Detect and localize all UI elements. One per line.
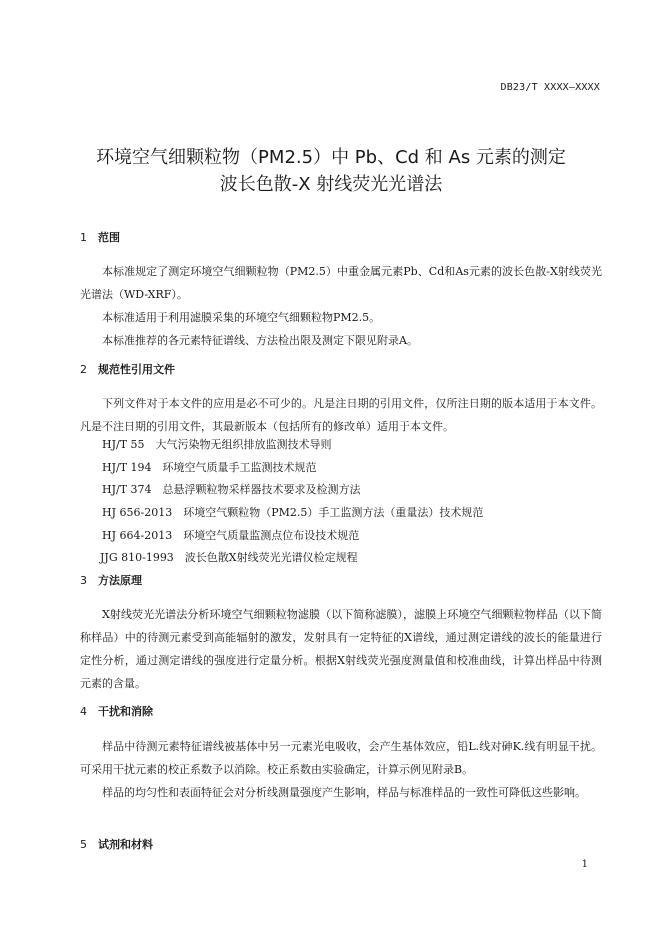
paragraph: 样品中待测元素特征谱线被基体中另一元素光电吸收，会产生基体效应，铅L.线对砷K.线有明显干扰。可采用干扰元素的校正系数予以消除。校正系数由实验确定，计算示例见附录B。 <box>80 740 602 776</box>
reference-item: HJ 664-2013 环境空气质量监测点位布设技术规范 <box>102 529 360 542</box>
section-heading-method-principle <box>80 572 142 588</box>
document-title-line-1: 环境空气细颗粒物（PM2.5）中 Pb、Cd 和 As 元素的测定 <box>96 147 566 168</box>
reference-item: HJ/T 374 总悬浮颗粒物采样器技术要求及检测方法 <box>102 483 361 496</box>
section-number: 4 <box>80 705 87 718</box>
paragraph: 本标准适用于利用滤膜采集的环境空气细颗粒物PM2.5。 <box>102 311 381 324</box>
document-title-line-2: 波长色散-X 射线荧光光谱法 <box>219 174 443 195</box>
paragraph: 本标准推荐的各元素特征谱线、方法检出限及测定下限见附录A。 <box>102 334 418 347</box>
section-title: 范围 <box>98 231 120 244</box>
reference-item: JJG 810-1993 波长色散X射线荧光光谱仪检定规程 <box>100 551 358 564</box>
section-number: 1 <box>80 231 87 244</box>
paragraph: 样品的均匀性和表面特征会对分析线测量强度产生影响，样品与标准样品的一致性可降低这些影响。 <box>102 786 586 799</box>
section-title: 干扰和消除 <box>98 705 153 718</box>
section-heading-normative-references <box>80 361 175 377</box>
standard-code: DB23/T XXXX—XXXX <box>500 82 600 93</box>
paragraph: 本标准规定了测定环境空气细颗粒物（PM2.5）中重金属元素Pb、Cd和As元素的波长色散-X射线荧光光谱法（WD-XRF）。 <box>80 265 602 301</box>
reference-item: HJ/T 55 大气污染物无组织排放监测技术导则 <box>102 438 332 451</box>
reference-item: HJ/T 194 环境空气质量手工监测技术规范 <box>102 461 317 474</box>
section-number: 2 <box>80 363 87 376</box>
section-heading-reagents-materials <box>80 836 153 852</box>
section-title: 规范性引用文件 <box>98 363 175 376</box>
section-number: 5 <box>80 838 87 851</box>
page-number: 1 <box>581 859 588 870</box>
section-title: 方法原理 <box>98 574 142 587</box>
reference-item: HJ 656-2013 环境空气颗粒物（PM2.5）手工监测方法（重量法）技术规范 <box>102 506 484 519</box>
paragraph: 下列文件对于本文件的应用是必不可少的。凡是注日期的引用文件，仅所注日期的版本适用于本文件。凡是不注日期的引用文件，其最新版本（包括所有的修改单）适用于本文件。 <box>80 397 602 433</box>
section-number: 3 <box>80 574 87 587</box>
section-heading-interference-elimination <box>80 703 153 719</box>
paragraph: X射线荧光光谱法分析环境空气细颗粒物滤膜（以下简称滤膜），滤膜上环境空气细颗粒物样品（以下简称样品）中的待测元素受到高能辐射的激发，发射具有一定特征的X谱线，通过测定谱线的波长的能量进行定性分析，通过测定谱线的强度进行定量分析。根据X射线荧光强度测量值和校准曲线，计算出样品中待测元素的含量。 <box>80 608 602 690</box>
section-title: 试剂和材料 <box>98 838 153 851</box>
section-heading-scope <box>80 229 120 245</box>
